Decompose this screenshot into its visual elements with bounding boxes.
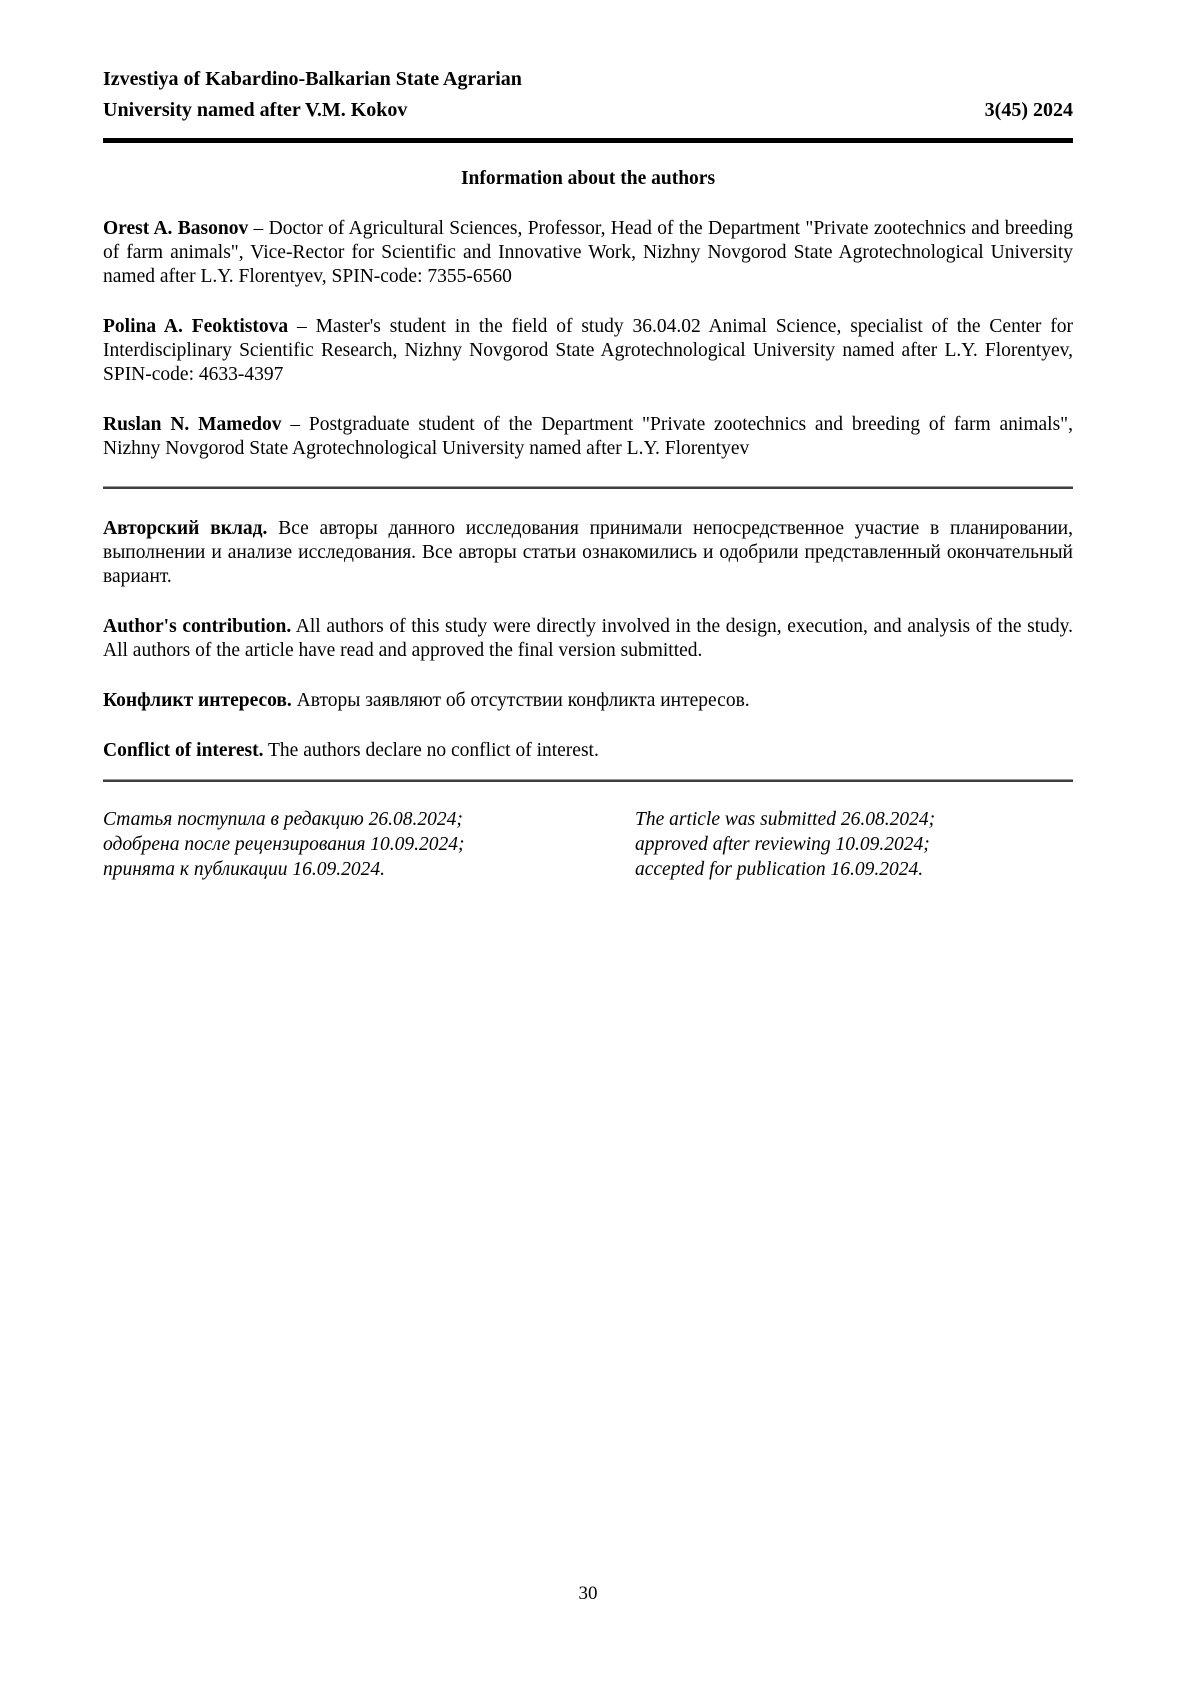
statement-text: All authors of this study were directly involved in the design, execution, and analysis of the study. All authors of the article have read and approved the final version submitted. <box>103 616 1073 661</box>
date-submitted-en: The article was submitted 26.08.2024; <box>635 809 936 830</box>
statement-conflict-of-interest-en <box>103 739 1073 763</box>
author-details: – Master's student in the field of study 36.04.02 Animal Science, specialist of the Center for Interdisciplinary Scientific Research, Nizhny Novgorod State Agrotechnological University named after L.Y. Florentyev, SPIN-code: 4633-4397 <box>103 316 1073 385</box>
article-dates-en <box>635 807 1073 882</box>
journal-title-line1: Izvestiya of Kabardino-Balkarian State Agrarian <box>103 68 522 90</box>
statement-lead: Авторский вклад. <box>103 518 268 539</box>
date-accepted-en: accepted for publication 16.09.2024. <box>635 859 924 880</box>
bottom-divider-rule <box>103 779 1073 782</box>
author-details: – Doctor of Agricultural Sciences, Professor, Head of the Department "Private zootechnics and breeding of farm animals", Vice-Rector for Scientific and Innovative Work, Nizhny Novgorod State Agrotechnological University named after L.Y. Florentyev, SPIN-code: 7355-6560 <box>103 218 1073 287</box>
author-info-paragraph <box>103 217 1073 289</box>
date-approved-ru: одобрена после рецензирования 10.09.2024; <box>103 834 465 855</box>
date-accepted-ru: принята к публикации 16.09.2024. <box>103 859 386 880</box>
statement-text: Авторы заявляют об отсутствии конфликта интересов. <box>296 690 750 711</box>
issue-number: 3(45) 2024 <box>984 99 1073 121</box>
journal-header-line2 <box>103 95 1073 126</box>
statement-text: The authors declare no conflict of interest. <box>268 740 599 761</box>
page-number: 30 <box>578 1583 598 1604</box>
author-name: Polina A. Feoktistova <box>103 316 289 337</box>
statement-lead: Conflict of interest. <box>103 740 264 761</box>
header-rule <box>103 138 1073 143</box>
statement-lead: Конфликт интересов. <box>103 690 292 711</box>
article-dates-block <box>103 807 1073 882</box>
statement-conflict-of-interest-ru <box>103 689 1073 713</box>
section-title: Information about the authors <box>460 168 716 189</box>
date-submitted-ru: Статья поступила в редакцию 26.08.2024; <box>103 809 463 830</box>
statement-author-contribution-en <box>103 615 1073 663</box>
author-info-paragraph <box>103 413 1073 461</box>
author-name: Orest A. Basonov <box>103 218 249 239</box>
author-details: – Postgraduate student of the Department "Private zootechnics and breeding of farm animals", Nizhny Novgorod State Agrotechnological University named after L.Y. Florentyev <box>103 414 1074 459</box>
section-divider-rule <box>103 486 1073 489</box>
journal-title-line2: University named after V.M. Kokov <box>103 99 408 121</box>
article-dates-ru <box>103 807 635 882</box>
author-info-paragraph <box>103 315 1073 387</box>
statement-author-contribution-ru <box>103 517 1073 589</box>
journal-header <box>103 0 1073 126</box>
statement-lead: Author's contribution. <box>103 616 292 637</box>
statement-text: Все авторы данного исследования принимали непосредственное участие в планировании, выполнении и анализе исследования. Все авторы статьи ознакомились и одобрили представленный окончательный вариант. <box>103 518 1073 587</box>
date-approved-en: approved after reviewing 10.09.2024; <box>635 834 930 855</box>
author-name: Ruslan N. Mamedov <box>103 414 282 435</box>
